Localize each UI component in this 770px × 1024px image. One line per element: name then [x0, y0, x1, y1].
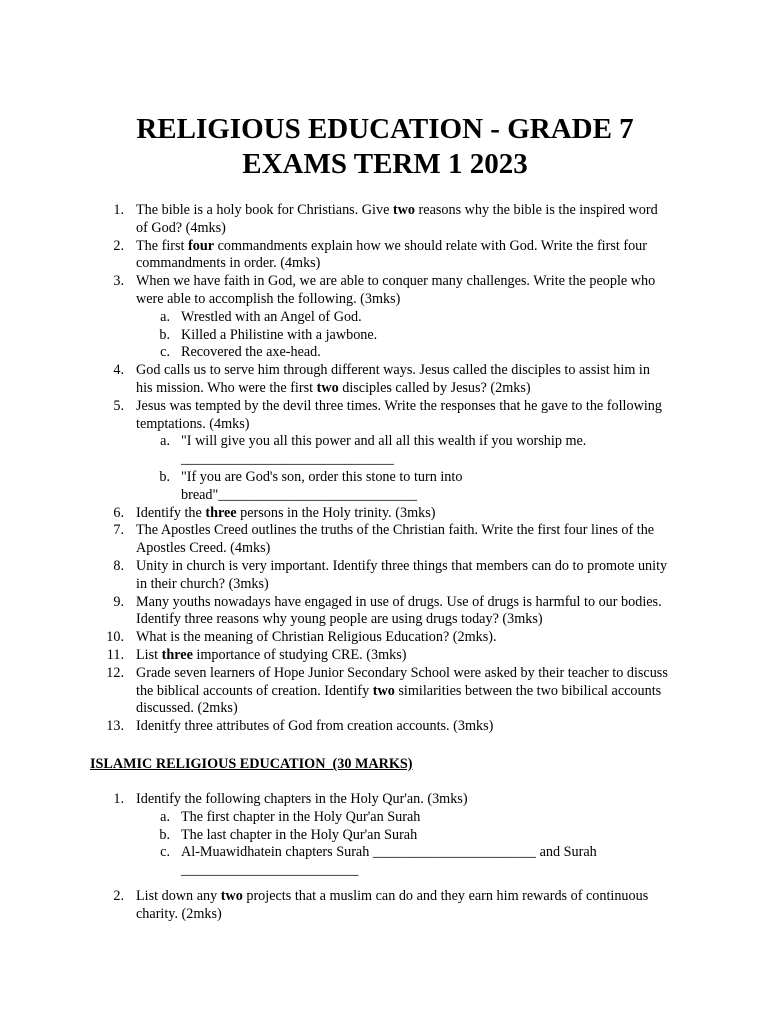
- sub-question-item: [136, 844, 651, 880]
- question-text: The bible is a holy book for Christians. Give: [136, 202, 393, 218]
- question-number: 12.: [106, 664, 124, 681]
- question-text: List: [136, 646, 162, 663]
- question-item: [0, 362, 670, 398]
- sub-question-list: [136, 309, 670, 362]
- question-text: What is the meaning of Christian Religious Education? (2mks).: [136, 629, 497, 646]
- sub-question-text: Killed a Philistine with a jawbone.: [181, 326, 378, 343]
- question-number: 1.: [113, 202, 124, 218]
- sub-question-item: [136, 827, 670, 845]
- title-line-1: RELIGIOUS EDUCATION - GRADE 7: [136, 113, 634, 145]
- question-emphasis: two: [316, 379, 339, 396]
- question-text: Identify the: [136, 504, 206, 521]
- question-number: 11.: [106, 646, 124, 663]
- question-emphasis: two: [372, 682, 395, 699]
- question-item: [0, 202, 670, 238]
- sub-question-letter: a.: [160, 308, 170, 325]
- question-text: Unity in church is very important. Identify three things that members can do to promote unity in their church? (3mks): [136, 557, 668, 592]
- title-line-2: EXAMS TERM 1 2023: [242, 148, 528, 180]
- section-heading-islamic: ISLAMIC RELIGIOUS EDUCATION (30 MARKS): [90, 756, 413, 772]
- sub-question-text: Al-Muawidhatein chapters Surah _______________________ and Surah _________________________: [181, 844, 597, 879]
- question-text-end: persons in the Holy trinity. (3mks): [236, 504, 436, 521]
- question-item: [0, 594, 670, 630]
- sub-question-letter: a.: [160, 433, 170, 450]
- question-item: [0, 238, 670, 274]
- question-item: [0, 888, 670, 924]
- question-item: [0, 647, 670, 665]
- question-text-end: similarities between the two bibilical accounts discussed. (2mks): [136, 682, 662, 717]
- sub-question-text: The last chapter in the Holy Qur'an Surah: [181, 826, 418, 843]
- ire-question-list: [0, 791, 670, 924]
- question-number: 7.: [113, 522, 124, 539]
- sub-question-text: The first chapter in the Holy Qur'an Surah: [181, 808, 421, 825]
- sub-question-item: [136, 344, 670, 362]
- question-text: When we have faith in God, we are able to conquer many challenges. Write the people who were able to accomplish the following. (3mks): [136, 273, 656, 307]
- question-emphasis: four: [188, 237, 215, 254]
- page-title: [0, 112, 770, 182]
- question-emphasis: three: [205, 504, 237, 521]
- question-text-end: projects that a muslim can do and they earn him rewards of continuous charity. (2mks): [136, 887, 649, 922]
- question-text-end: reasons why the bible is the inspired word of God? (4mks): [136, 202, 658, 236]
- question-number: 4.: [113, 362, 124, 379]
- sub-question-item: [136, 309, 670, 327]
- sub-question-item: [136, 433, 621, 469]
- question-item: [0, 791, 670, 888]
- question-number: 6.: [113, 504, 124, 521]
- question-text: Idenitfy three attributes of God from creation accounts. (3mks): [136, 718, 494, 735]
- question-text-end: importance of studying CRE. (3mks): [192, 646, 407, 663]
- question-text: Jesus was tempted by the devil three times. Write the responses that he gave to the following temptations. (4mks): [136, 397, 662, 432]
- sub-question-letter: a.: [160, 808, 170, 825]
- question-item: [0, 665, 670, 718]
- question-emphasis: two: [220, 887, 243, 904]
- question-item: [0, 273, 670, 362]
- sub-question-letter: c.: [160, 844, 170, 861]
- question-number: 5.: [113, 397, 124, 414]
- question-item: [0, 558, 670, 594]
- question-text: The Apostles Creed outlines the truths of the Christian faith. Write the first four lines of the Apostles Creed. (4mks): [136, 522, 655, 557]
- sub-question-item: [136, 469, 481, 505]
- sub-question-letter: b.: [159, 468, 170, 485]
- question-text: The first: [136, 237, 189, 254]
- question-number: 13.: [106, 718, 124, 735]
- question-number: 2.: [113, 887, 124, 904]
- question-number: 2.: [113, 237, 124, 254]
- question-text-end: disciples called by Jesus? (2mks): [338, 379, 531, 396]
- sub-question-letter: b.: [159, 826, 170, 843]
- question-emphasis: three: [161, 646, 193, 663]
- sub-question-letter: c.: [160, 344, 170, 361]
- question-number: 1.: [113, 791, 124, 807]
- spacer: [136, 880, 670, 888]
- question-number: 8.: [113, 557, 124, 574]
- sub-question-text: Recovered the axe-head.: [181, 344, 321, 361]
- question-text: Identify the following chapters in the Holy Qur'an. (3mks): [136, 791, 468, 807]
- question-number: 10.: [106, 629, 124, 646]
- question-text: List down any: [136, 887, 221, 904]
- question-text: Many youths nowadays have engaged in use of drugs. Use of drugs is harmful to our bodies. Identify three reasons why young people are using drugs today? (3mks): [136, 593, 662, 628]
- question-text: God calls us to serve him through different ways. Jesus called the disciples to assist him in his mission. Who were the first: [136, 362, 650, 396]
- sub-question-text: Wrestled with an Angel of God.: [181, 308, 362, 325]
- sub-question-item: [136, 809, 670, 827]
- question-text-end: commandments explain how we should relate with God. Write the first four commandments in order. (4mks): [136, 237, 647, 272]
- question-item: [0, 522, 670, 558]
- sub-question-list: [136, 433, 670, 504]
- cre-question-list: [0, 202, 670, 736]
- sub-question-item: [136, 327, 670, 345]
- sub-question-text: "I will give you all this power and all all this wealth if you worship me. ______________________________: [181, 433, 587, 468]
- question-item: [0, 398, 670, 505]
- sub-question-letter: b.: [159, 326, 170, 343]
- question-item: [0, 505, 670, 523]
- question-number: 9.: [113, 593, 124, 610]
- question-item: [0, 629, 670, 647]
- sub-question-list: [136, 809, 670, 880]
- question-number: 3.: [113, 273, 124, 290]
- question-text: Grade seven learners of Hope Junior Secondary School were asked by their teacher to discuss the biblical accounts of creation. Identify: [136, 664, 668, 699]
- question-item: [0, 718, 670, 736]
- question-emphasis: two: [392, 202, 415, 218]
- sub-question-text: "If you are God's son, order this stone to turn into bread"____________________________: [181, 468, 463, 503]
